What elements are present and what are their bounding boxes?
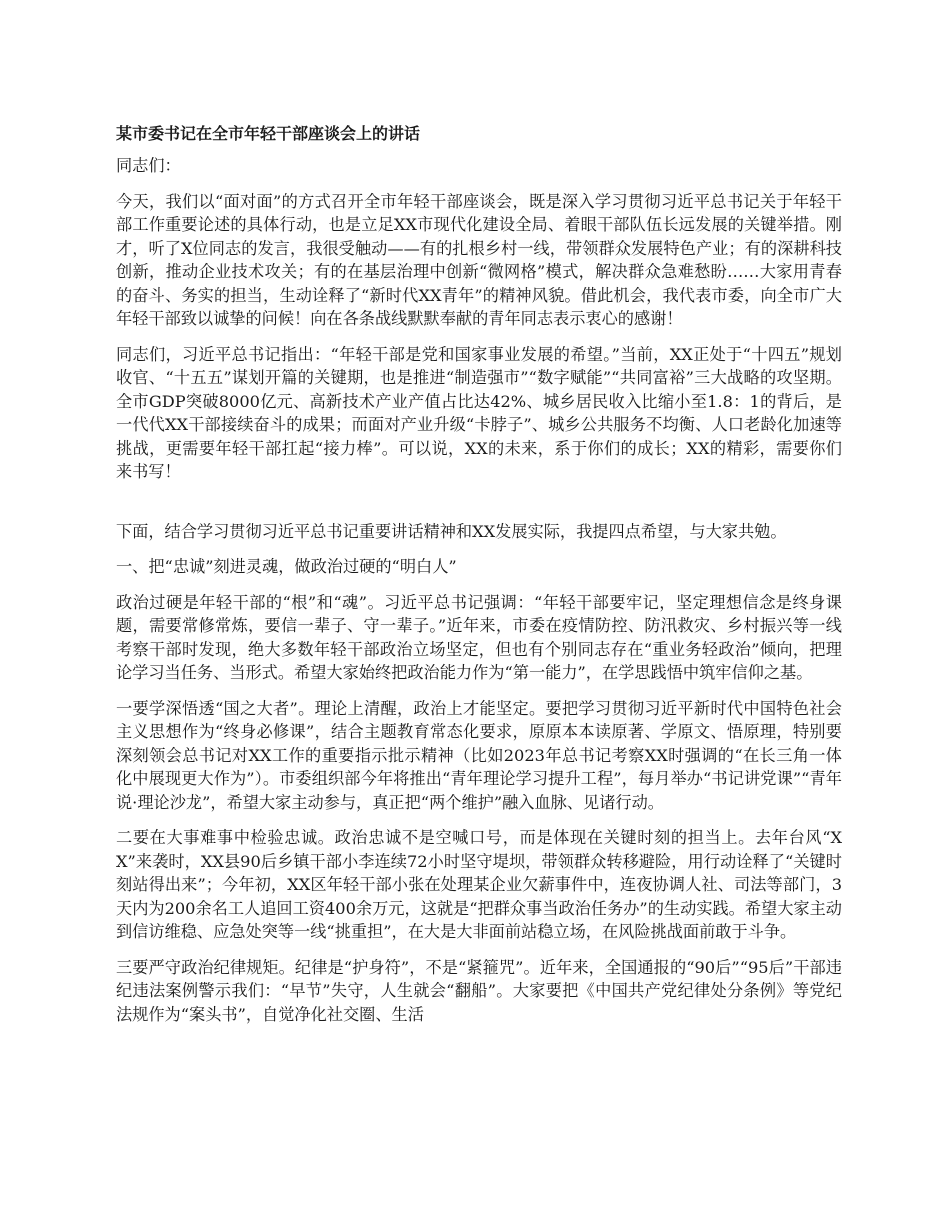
- document-page: [116, 122, 842, 1038]
- context-paragraph: 同志们，习近平总书记指出：“年轻干部是党和国家事业发展的希望。”当前，XX正处于“十四五”规划收官、“十五五”谋划开篇的关键期，也是推进“制造强市”“数字赋能”“共同富裕”三大战略的攻坚期。全市GDP突破8000亿元、高新技术产业产值占比达42%、城乡居民收入比缩小至1.8：1的背后，是一代代XX干部接续奋斗的成果；而面对产业升级“卡脖子”、城乡公共服务不均衡、人口老龄化加速等挑战，更需要年轻干部扛起“接力棒”。可以说，XX的未来，系于你们的成长；XX的精彩，需要你们来书写！: [116, 344, 842, 481]
- section-heading-1: 一、把“忠诚”刻进灵魂，做政治过硬的“明白人”: [116, 557, 457, 576]
- transition-paragraph: 下面，结合学习贯彻习近平总书记重要讲话精神和XX发展实际，我提四点希望，与大家共勉。: [116, 521, 787, 541]
- opening-paragraph: 今天，我们以“面对面”的方式召开全市年轻干部座谈会，既是深入学习贯彻习近平总书记关于年轻干部工作重要论述的具体行动，也是立足XX市现代化建设全局、着眼干部队伍长远发展的关键举措。刚才，听了X位同志的发言，我很受触动——有的扎根乡村一线，带领群众发展特色产业；有的深耕科技创新，推动企业技术攻关；有的在基层治理中创新“微网格”模式，解决群众急难愁盼……大家用青春的奋斗、务实的担当，生动诠释了“新时代XX青年”的精神风貌。借此机会，我代表市委，向全市广大年轻干部致以诚挚的问候！向在各条战线默默奉献的青年同志表示衷心的感谢！: [116, 191, 842, 328]
- section-1-point-3: 三要严守政治纪律规矩。纪律是“护身符”，不是“紧箍咒”。近年来，全国通报的“90后”“95后”干部违纪违法案例警示我们：“早节”失守，人生就会“翻船”。大家要把《中国共产党纪律处分条例》等党纪法规作为“案头书”，自觉净化社交圈、生活: [116, 957, 842, 1024]
- section-1-point-2: 二要在大事难事中检验忠诚。政治忠诚不是空喊口号，而是体现在关键时刻的担当上。去年台风“XX”来袭时，XX县90后乡镇干部小李连续72小时坚守堤坝，带领群众转移避险，用行动诠释了“关键时刻站得出来”；今年初，XX区年轻干部小张在处理某企业欠薪事件中，连夜协调人社、司法等部门，3天内为200余名工人追回工资400余万元，这就是“把群众事当政治任务办”的生动实践。希望大家主动到信访维稳、应急处突等一线“挑重担”，在大是大非面前站稳立场，在风险挑战面前敢于斗争。: [116, 828, 842, 941]
- section-1-point-1: 一要学深悟透“国之大者”。理论上清醒，政治上才能坚定。要把学习贯彻习近平新时代中国特色社会主义思想作为“终身必修课”，结合主题教育常态化要求，原原本本读原著、学原文、悟原理，特别要深刻领会总书记对XX工作的重要指示批示精神（比如2023年总书记考察XX时强调的“在长三角一体化中展现更大作为”）。市委组织部今年将推出“青年理论学习提升工程”，每月举办“书记讲党课”“青年说·理论沙龙”，希望大家主动参与，真正把“两个维护”融入血脉、见诸行动。: [116, 698, 842, 812]
- section-1-intro: 政治过硬是年轻干部的“根”和“魂”。习近平总书记强调：“年轻干部要牢记，坚定理想信念是终身课题，需要常修常炼，要信一辈子、守一辈子。”近年来，市委在疫情防控、防汛救灾、乡村振兴等一线考察干部时发现，绝大多数年轻干部政治立场坚定，但也有个别同志存在“重业务轻政治”倾向，把理论学习当任务、当形式。希望大家始终把政治能力作为“第一能力”，在学思践悟中筑牢信仰之基。: [116, 592, 842, 682]
- document-title: 某市委书记在全市年轻干部座谈会上的讲话: [116, 124, 421, 143]
- salutation: 同志们：: [116, 156, 181, 175]
